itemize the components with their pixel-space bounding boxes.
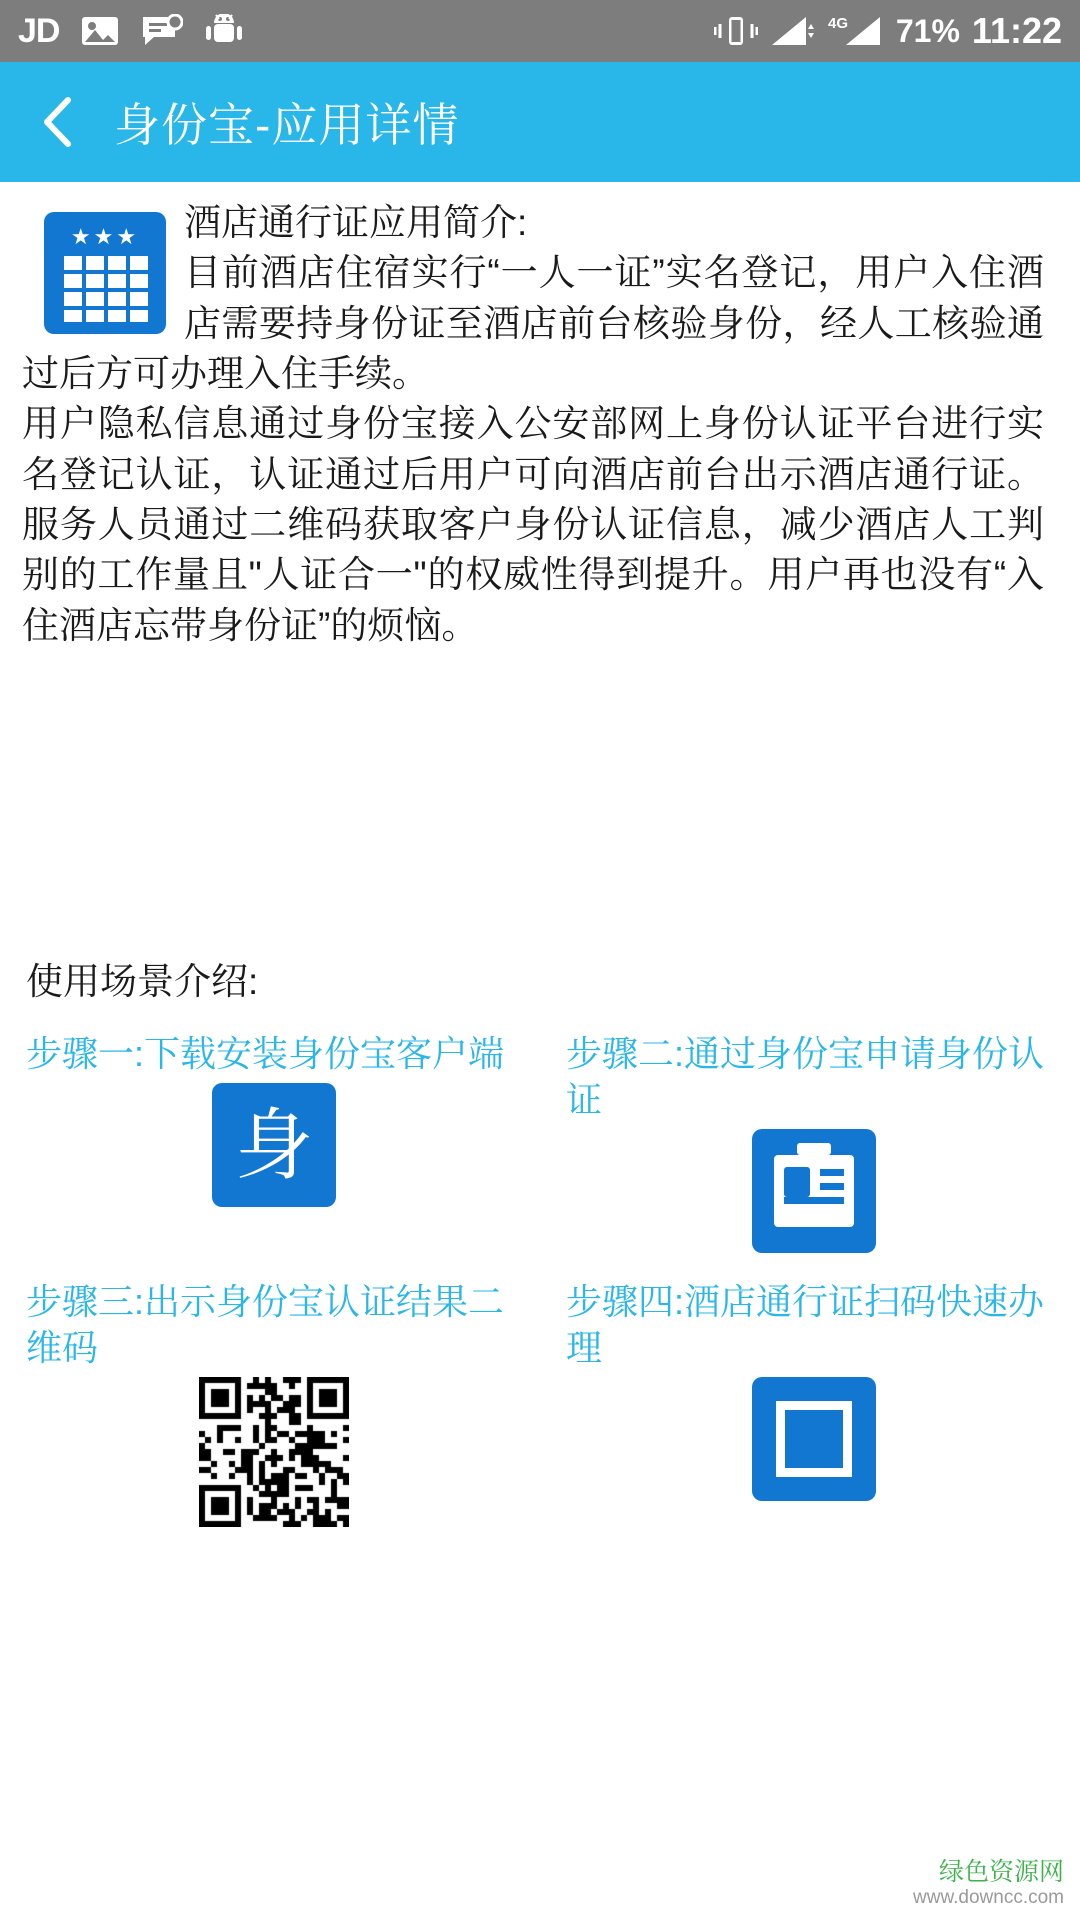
status-bar-left bbox=[18, 12, 714, 51]
status-bar bbox=[0, 0, 1080, 62]
id-card-icon-body bbox=[774, 1155, 854, 1227]
id-card-icon bbox=[752, 1129, 876, 1253]
scenario-step-2-label: 步骤二:通过身份宝申请身份认证 bbox=[566, 1032, 1045, 1120]
scenario-step-2-visual bbox=[566, 1129, 1062, 1253]
app-intro-section bbox=[0, 182, 1080, 651]
hotel-building-icon bbox=[44, 212, 166, 334]
scenario-step-4-label: 步骤四:酒店通行证扫码快速办理 bbox=[566, 1280, 1045, 1368]
app-bar bbox=[0, 62, 1080, 182]
carrier-label: JD bbox=[18, 11, 60, 50]
hotel-icon-stars: ★★★ bbox=[70, 224, 140, 249]
scan-frame-icon bbox=[752, 1377, 876, 1501]
scenario-step-1-label: 步骤一:下载安装身份宝客户端 bbox=[26, 1032, 505, 1074]
id-card-icon-line-2 bbox=[820, 1183, 844, 1190]
id-card-icon-clip bbox=[797, 1143, 831, 1155]
android-robot-icon bbox=[205, 14, 243, 48]
back-icon[interactable] bbox=[34, 99, 80, 145]
battery-percent: 71% bbox=[895, 12, 960, 49]
signal-icon bbox=[770, 14, 816, 48]
scenario-steps-grid bbox=[0, 1031, 1080, 1527]
qr-code-canvas bbox=[199, 1377, 349, 1527]
scenario-step-3-visual bbox=[26, 1377, 522, 1527]
intro-body-2: 用户隐私信息通过身份宝接入公安部网上身份认证平台进行实名登记认证，认证通过后用户可向酒店前台出示酒店通行证。服务人员通过二维码获取客户身份认证信息，减少酒店人工判别的工作量且"人证合一"的权威性得到提升。用户再也没有“入住酒店忘带身份证”的烦恼。 bbox=[22, 403, 1044, 646]
message-icon bbox=[141, 14, 183, 48]
scenario-step-3-label: 步骤三:出示身份宝认证结果二维码 bbox=[26, 1280, 505, 1368]
id-card-icon-line-1 bbox=[820, 1169, 844, 1176]
status-bar-right bbox=[714, 10, 1062, 52]
scenario-step-1-visual bbox=[26, 1083, 522, 1207]
page-title: 身份宝-应用详情 bbox=[114, 99, 460, 151]
intro-heading: 酒店通行证应用简介: bbox=[184, 202, 528, 243]
site-watermark bbox=[913, 1857, 1064, 1910]
scenario-step-4 bbox=[540, 1279, 1080, 1527]
status-clock: 11:22 bbox=[971, 10, 1062, 51]
svg-text:4G: 4G bbox=[827, 15, 848, 32]
shenfenbao-app-icon-glyph: 身 bbox=[234, 1100, 314, 1189]
shenfenbao-app-icon bbox=[212, 1083, 336, 1207]
intro-body-1: 目前酒店住宿实行“一人一证”实名登记，用户入住酒店需要持身份证至酒店前台核验身份，经人工核验通过后方可办理入住手续。 bbox=[22, 252, 1044, 394]
photos-icon bbox=[81, 15, 119, 47]
app-intro-text bbox=[22, 198, 1058, 651]
id-card-icon-photo bbox=[784, 1167, 810, 1197]
scenario-step-1 bbox=[0, 1031, 540, 1279]
id-card-icon-line-3 bbox=[784, 1197, 844, 1204]
hotel-icon-body bbox=[60, 252, 150, 322]
scenarios-title: 使用场景介绍: bbox=[26, 960, 259, 1002]
qr-code-image bbox=[199, 1377, 349, 1527]
scenario-step-2 bbox=[540, 1031, 1080, 1279]
scenario-step-4-visual bbox=[566, 1377, 1062, 1501]
scan-corner-bottom-right bbox=[809, 1434, 852, 1477]
watermark-site-name: 绿色资源网 bbox=[938, 1858, 1064, 1887]
scenario-step-3 bbox=[0, 1279, 540, 1527]
watermark-site-url: www.downcc.com bbox=[913, 1887, 1064, 1909]
signal-4g-icon bbox=[828, 14, 884, 48]
vibrate-icon bbox=[714, 14, 758, 48]
